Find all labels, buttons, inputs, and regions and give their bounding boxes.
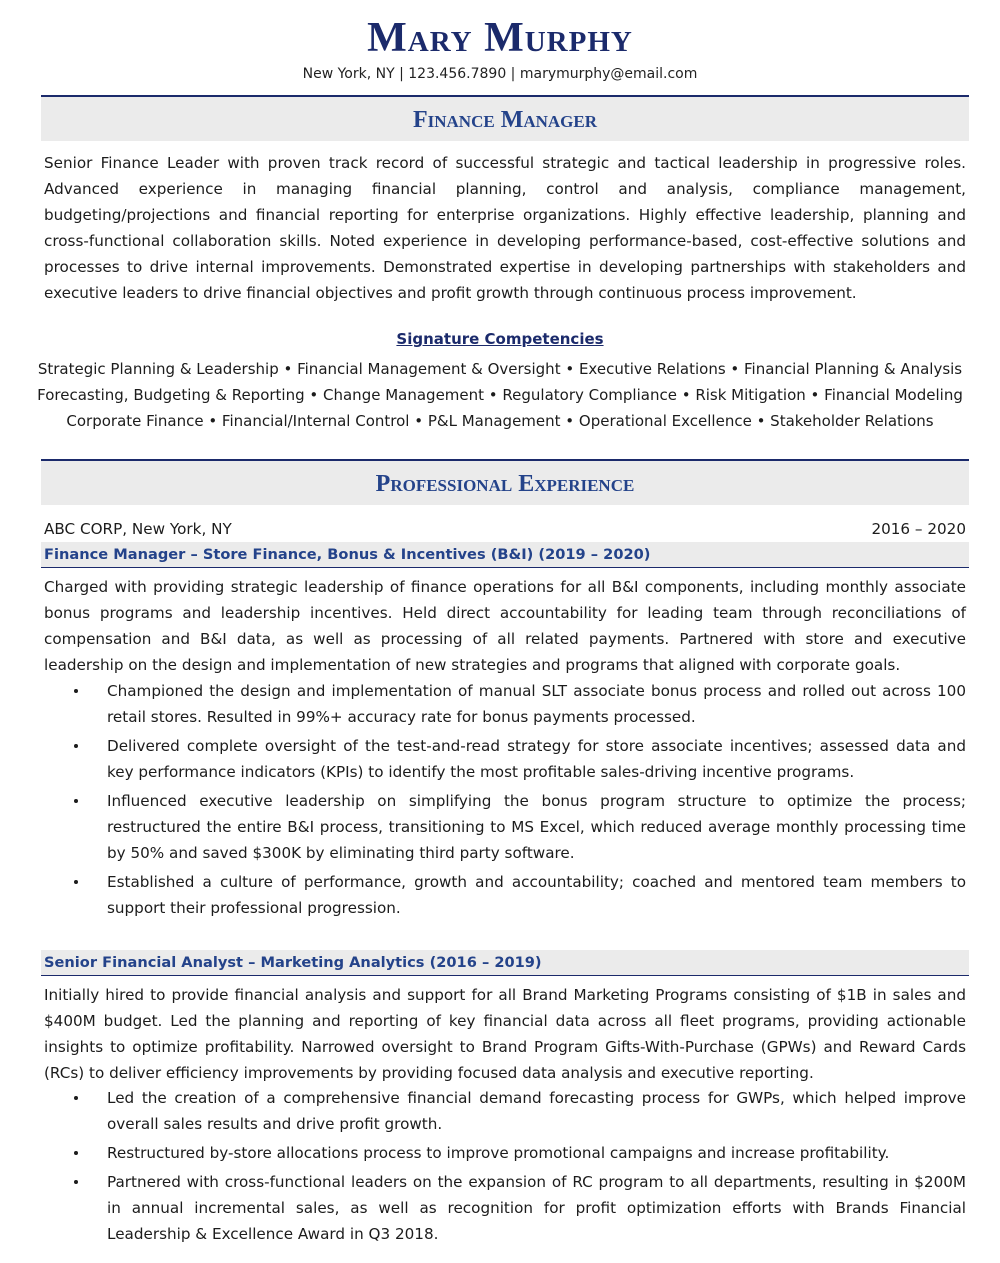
bullet-text: Established a culture of performance, growth and accountability; coached and mentored team members to support their professional progression. [107,873,966,917]
employer-row [44,516,966,542]
candidate-name: Mary Murphy [367,15,633,61]
competencies-line: Strategic Planning & Leadership • Financial Management & Oversight • Executive Relations • Financial Planning & Analysis [37,360,963,378]
bullet-icon [74,799,78,803]
list-item [44,788,966,866]
role-description: Charged with providing strategic leadership of finance operations for all B&I components, including monthly associate bonus programs and leadership incentives. Held direct accountability for leading team through reconciliations of compensation and B&I data, as well as processing of all related payments. Partnered with store and executive leadership on the design and implementation of new strategies and programs that aligned with corporate goals. [44,578,966,674]
bullet-text: Restructured by-store allocations process to improve promotional campaigns and increase profitability. [107,1144,890,1162]
headline-bar: Finance Manager [41,95,969,141]
bullet-text: Championed the design and implementation of manual SLT associate bonus process and rolled out across 100 retail stores. Resulted in 99%+ accuracy rate for bonus payments processed. [107,682,966,726]
competencies-title: Signature Competencies [396,330,604,348]
employer-dates: 2016 – 2020 [871,520,966,538]
bullet-icon [74,1151,78,1155]
list-item [44,733,966,785]
bullet-icon [74,1096,78,1100]
bullet-text: Led the creation of a comprehensive financial demand forecasting process for GWPs, which helped improve overall sales results and drive profit growth. [107,1089,966,1133]
bullet-icon [74,689,78,693]
role-title-bar: Senior Financial Analyst – Marketing Analytics (2016 – 2019) [41,950,969,976]
list-item [44,869,966,921]
role-bullet-list [44,1085,966,1250]
bullet-text: Delivered complete oversight of the test-and-read strategy for store associate incentives; assessed data and key performance indicators (KPIs) to identify the most profitable sales-driving incentive programs. [107,737,966,781]
bullet-icon [74,1180,78,1184]
bullet-text: Partnered with cross-functional leaders on the expansion of RC program to all departments, resulting in $200M in annual incremental sales, as well as recognition for profit optimization efforts with Brands Financial Leadership & Excellence Award in Q3 2018. [107,1173,966,1243]
role-description: Initially hired to provide financial analysis and support for all Brand Marketing Programs consisting of $1B in sales and $400M budget. Led the planning and reporting of key financial data across all fleet programs, providing actionable insights to optimize profitability. Narrowed oversight to Brand Program Gifts-With-Purchase (GPWs) and Reward Cards (RCs) to deliver efficiency improvements by providing focused data analysis and executive reporting. [44,986,966,1082]
summary-paragraph: Senior Finance Leader with proven track record of successful strategic and tactical leadership in progressive roles. Advanced experience in managing financial planning, control and analysis, compliance management, budgeting/projections and financial reporting for enterprise organizations. Highly effective leadership, planning and cross-functional collaboration skills. Noted experience in developing performance-based, cost-effective solutions and processes to drive internal improvements. Demonstrated expertise in developing partnerships with stakeholders and executive leaders to drive financial objectives and profit growth through continuous process improvement. [44,154,966,302]
role-bullet-list [44,678,966,924]
bullet-icon [74,880,78,884]
list-item [44,678,966,730]
employer-name: ABC CORP, New York, NY [44,520,232,538]
experience-section-bar: Professional Experience [41,459,969,505]
list-item [44,1169,966,1247]
list-item [44,1085,966,1137]
list-item [44,1140,966,1166]
contact-line: New York, NY | 123.456.7890 | marymurphy@email.com [302,66,698,82]
competencies-line: Corporate Finance • Financial/Internal Control • P&L Management • Operational Excellence • Stakeholder Relations [66,412,934,430]
bullet-text: Influenced executive leadership on simplifying the bonus program structure to optimize the process; restructured the entire B&I process, transitioning to MS Excel, which reduced average monthly processing time by 50% and saved $300K by eliminating third party software. [107,792,966,862]
bullet-icon [74,744,78,748]
role-title-bar: Finance Manager – Store Finance, Bonus & Incentives (B&I) (2019 – 2020) [41,542,969,568]
competencies-line: Forecasting, Budgeting & Reporting • Change Management • Regulatory Compliance • Risk Mitigation • Financial Modeling [37,386,963,404]
